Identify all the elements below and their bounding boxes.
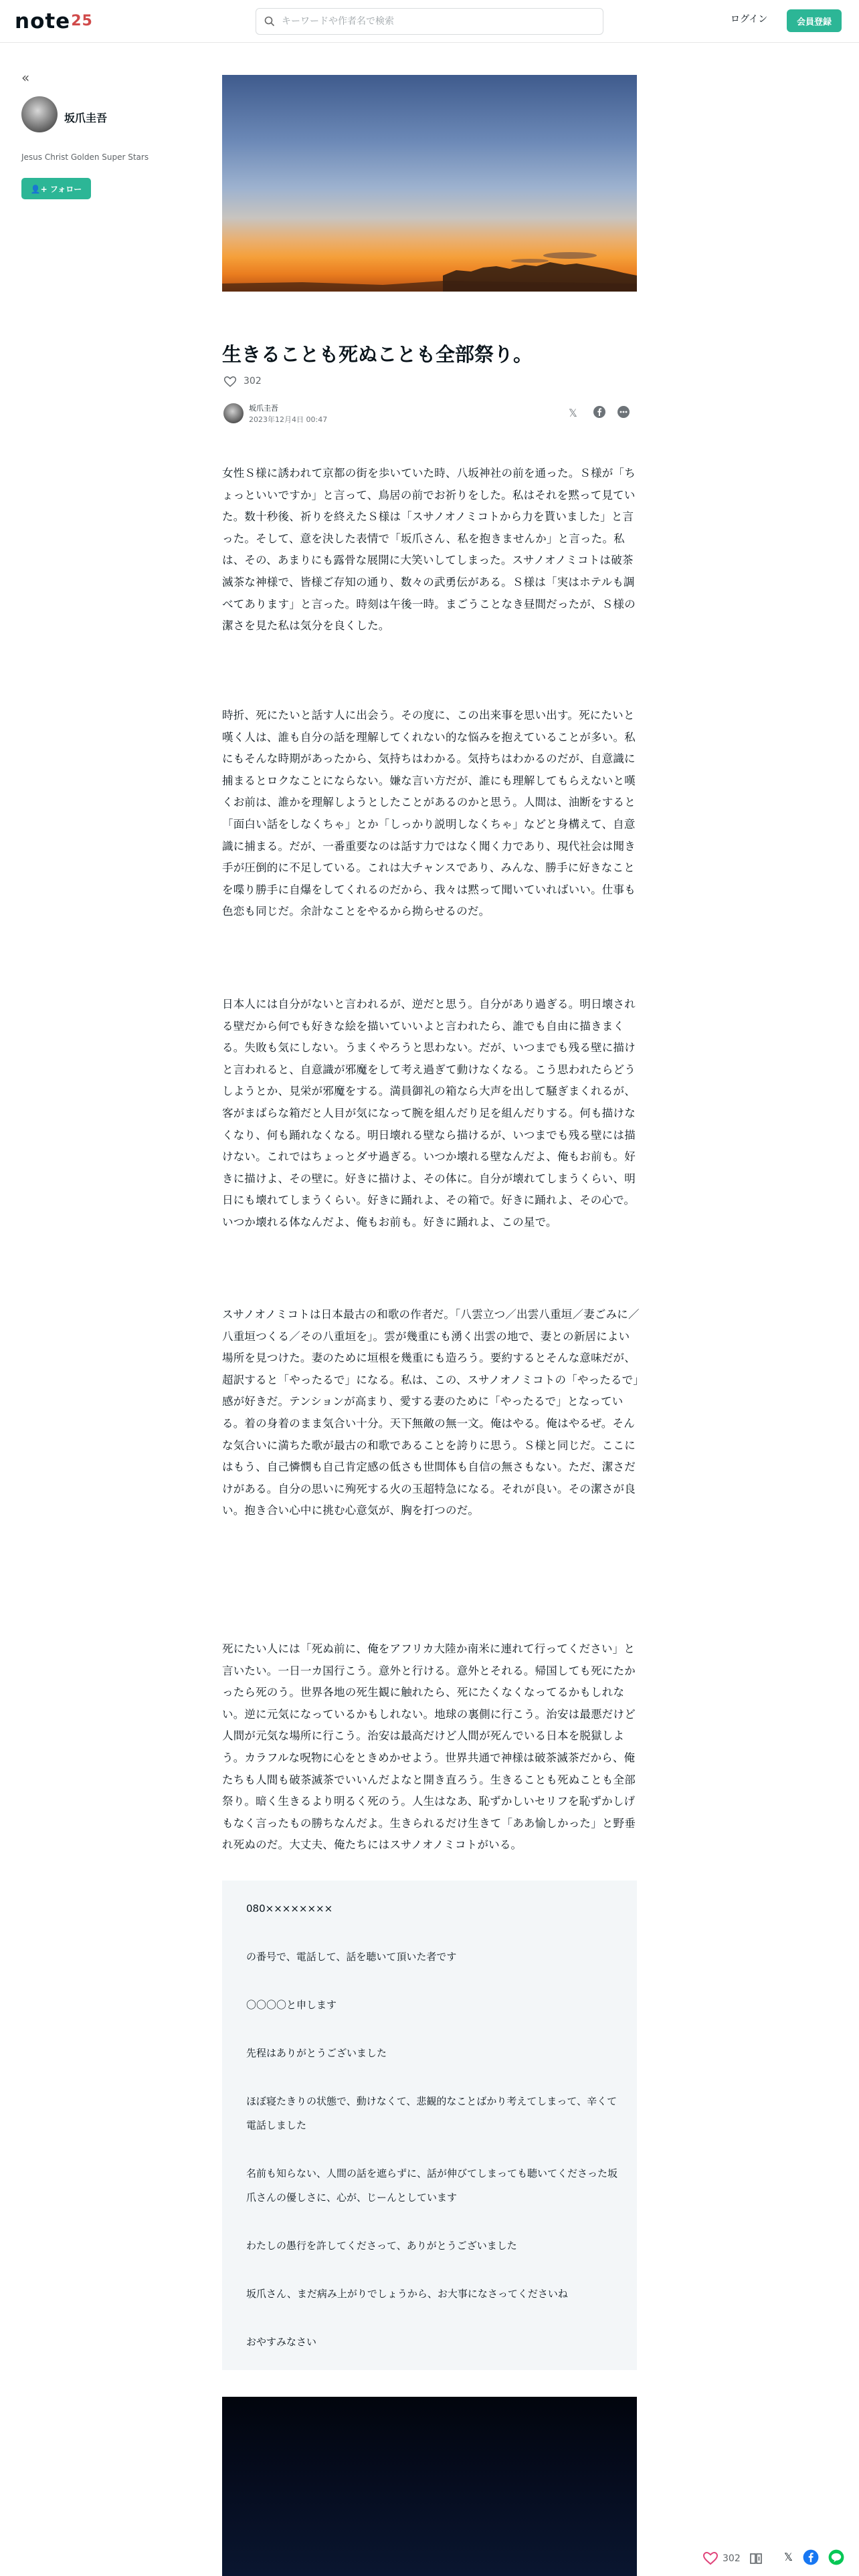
heart-icon[interactable] — [223, 375, 237, 389]
article-paragraph: スサノオノミコトは日本最古の和歌の作者だ。「八雲立つ／出雲八重垣／妻ごみに／八重垣つくる／その八重垣を」。雲が幾重にも湧く出雲の地で、妻との新居によい場所を見つけた。妻のために垣根を幾重にも造ろう。要約するとそんな意味だが、超訳すると「やったるで」になる。私は、この、スサノオノミコトの「やったるで」感が好きだ。テンションが高まり、愛する妻のために「やったるで」となっている。着の身着のまま気合い十分。天下無敵の無一文。俺はやる。俺はやるぜ。そんな気合いに満ちた歌が最古の和歌であることを誇りに思う。Ｓ様と同じだ。ここにはもう、自己憐憫も自己肯定感の低さも世間体も自信の無さもない。ただ、潔さだけがある。自分の思いに殉死する火の玉超特急になる。それが良い。その潔さが良い。抱き合い心中に挑む心意気が、胸を打つのだ。 — [222, 1308, 640, 1517]
note-logo[interactable]: note25 — [15, 9, 93, 33]
signup-button[interactable]: 会員登録 — [787, 9, 842, 32]
x-icon[interactable]: 𝕏 — [784, 2551, 793, 2563]
line-icon[interactable] — [828, 2549, 844, 2565]
facebook-icon[interactable] — [803, 2549, 819, 2565]
quote-line: 〇〇〇〇と申します — [246, 1999, 337, 2011]
quote-line: 名前も知らない、人間の話を遮らずに、話が伸びてしまっても聴いてくださった坂爪さんの優しさに、心が、じーんとしています — [246, 2167, 618, 2204]
author-name[interactable]: 坂爪圭吾 — [64, 112, 108, 124]
article-paragraph: 日本人には自分がないと言われるが、逆だと思う。自分があり過ぎる。明日壊される壁だから何でも好きな絵を描いていいよと言われたら、誰でも自由に描きまくる。失敗も気にしない。うまくやろうと思わない。だが、いつまでも残る壁に描けと言われると、自意識が邪魔をして考え過ぎて動けなくなる。こう思われたらどうしようとか、見栄が邪魔をする。満員御礼の箱なら大声を出して騒ぎまくれるが、客がまばらな箱だと人目が気になって腕を組んだり足を組んだりする。何も描けなくなり、何も踊れなくなる。明日壊れる壁なら描けるが、いつまでも残る壁には描けない。これではちょっとダサ過ぎる。いつか壊れる壁なんだよ、俺もお前も。好きに描けよ、その壁に。好きに描けよ、その体に。自分が壊れてしまうくらい、明日にも壊れてしまうくらい。好きに踊れよ、その箱で。好きに踊れよ、その心で。いつか壊れる体なんだよ、俺もお前も。好きに踊れよ、この星で。 — [222, 998, 636, 1228]
facebook-icon[interactable] — [593, 405, 606, 419]
article-paragraph: 女性Ｓ様に誘われて京都の街を歩いていた時、八坂神社の前を通った。Ｓ様が「ちょっといいですか」と言って、鳥居の前でお祈りをした。私はそれを黙って見ていた。数十秒後、祈りを終えたＳ様は「スサノオノミコトから力を貰いました」と言った。そして、意を決した表情で「坂爪さん、私を抱きませんか」と言った。私は、その、あまりにも露骨な展開に大笑いしてしまった。スサノオノミコトは破茶滅茶な神様で、皆様ご存知の通り、数々の武勇伝がある。Ｓ様は「実はホテルも調べてあります」と言った。時刻は午後一時。まごうことなき昼間だったが、Ｓ様の潔さを見た私は気分を良くした。 — [222, 467, 636, 633]
quote-line: ほぼ寝たきりの状態で、動けなくて、悲観的なことばかり考えてしまって、辛くて電話しました — [246, 2095, 617, 2131]
login-link[interactable]: ログイン — [731, 14, 768, 25]
quote-line: 坂爪さん、まだ病み上がりでしょうから、お大事になさってくださいね — [246, 2288, 568, 2300]
x-icon[interactable]: 𝕏 — [569, 407, 577, 419]
follow-button[interactable] — [21, 178, 91, 199]
horizon-clouds — [222, 75, 637, 292]
publish-date: 2023年12月4日 00:47 — [249, 415, 328, 424]
follow-label: フォロー — [50, 184, 82, 194]
night-sky-image — [222, 2397, 637, 2576]
quote-line: わたしの愚行を許してくださって、ありがとうございました — [246, 2240, 517, 2252]
meta-author-name[interactable]: 坂爪圭吾 — [249, 404, 278, 413]
quote-line: の番号で、電話して、話を聴いて頂いた者です — [246, 1951, 457, 1963]
heart-icon[interactable] — [702, 2551, 719, 2567]
magazine-icon[interactable] — [749, 2552, 763, 2565]
hero-image-sunset — [222, 75, 637, 292]
search-icon — [264, 16, 275, 27]
person-plus-icon: 👤+ — [30, 184, 50, 194]
more-icon[interactable] — [617, 405, 630, 419]
quoted-message — [222, 1881, 637, 2370]
search-input[interactable] — [282, 9, 596, 34]
article-paragraph: 死にたい人には「死ぬ前に、俺をアフリカ大陸か南米に連れて行ってください」と言いたい。一日一カ国行こう。意外と行ける。意外とそれる。帰国しても死にたかったら死のう。世界各地の死生観に触れたら、死にたくなくなってるかもしれない。逆に元気になっているかもしれない。地球の裏側に行こう。治安は最悪だけど人間が元気な場所に行こう。治安は最高だけど人間が死んでいる日本を脱獄しよう。カラフルな呪物に心をときめかせよう。世界共通で神様は破茶滅茶だから、俺たちも人間も破茶滅茶でいいんだよなと開き直ろう。生きることも死ぬことも全部祭り。暗く生きるより明るく死のう。人生はなあ、恥ずかしいセリフを恥ずかしげもなく言ったもの勝ちなんだよ。生きられるだけ生きて「ああ愉しかった」と野垂れ死ぬのだ。大丈夫、俺たちにはスサノオノミコトがいる。 — [222, 1642, 636, 1852]
author-avatar-small[interactable] — [223, 403, 244, 423]
search-box[interactable] — [256, 8, 603, 35]
avatar[interactable] — [21, 96, 58, 132]
quote-line: おやすみなさい — [246, 2336, 317, 2348]
author-bio: Jesus Christ Golden Super Stars — [21, 152, 149, 162]
chevron-double-left-icon[interactable]: « — [21, 70, 30, 86]
article-title: 生きることも死ぬことも全部祭り。 — [222, 343, 533, 366]
like-count: 302 — [244, 376, 262, 387]
quote-line: 080×××××××× — [246, 1903, 333, 1915]
floating-like-count: 302 — [723, 2553, 741, 2564]
article-paragraph: 時折、死にたいと話す人に出会う。その度に、この出来事を思い出す。死にたいと嘆く人は、誰も自分の話を理解してくれない的な悩みを抱えていることが多い。私にもそんな時期があったから、気持ちはわかる。気持ちはわかるのだが、自意識に捕まるとロクなことにならない。嫌な言い方だが、誰にも理解してもらえないと嘆くお前は、誰かを理解しようとしたことがあるのかと思う。人間は、油断をすると「面白い話をしなくちゃ」とか「しっかり説明しなくちゃ」などと身構えて、自意識に捕まる。だが、一番重要なのは話す力ではなく聞く力であり、現代社会は聞き手が圧倒的に不足している。これは大チャンスであり、みんな、勝手に好きなことを喋り勝手に自爆をしてくれるのだから、我々は黙って聞いていればいい。仕事も色恋も同じだ。余計なことをやるから拗らせるのだ。 — [222, 709, 636, 918]
logo-anniversary-mark: 25 — [71, 13, 93, 29]
header — [0, 0, 859, 43]
quote-line: 先程はありがとうございました — [246, 2047, 387, 2059]
